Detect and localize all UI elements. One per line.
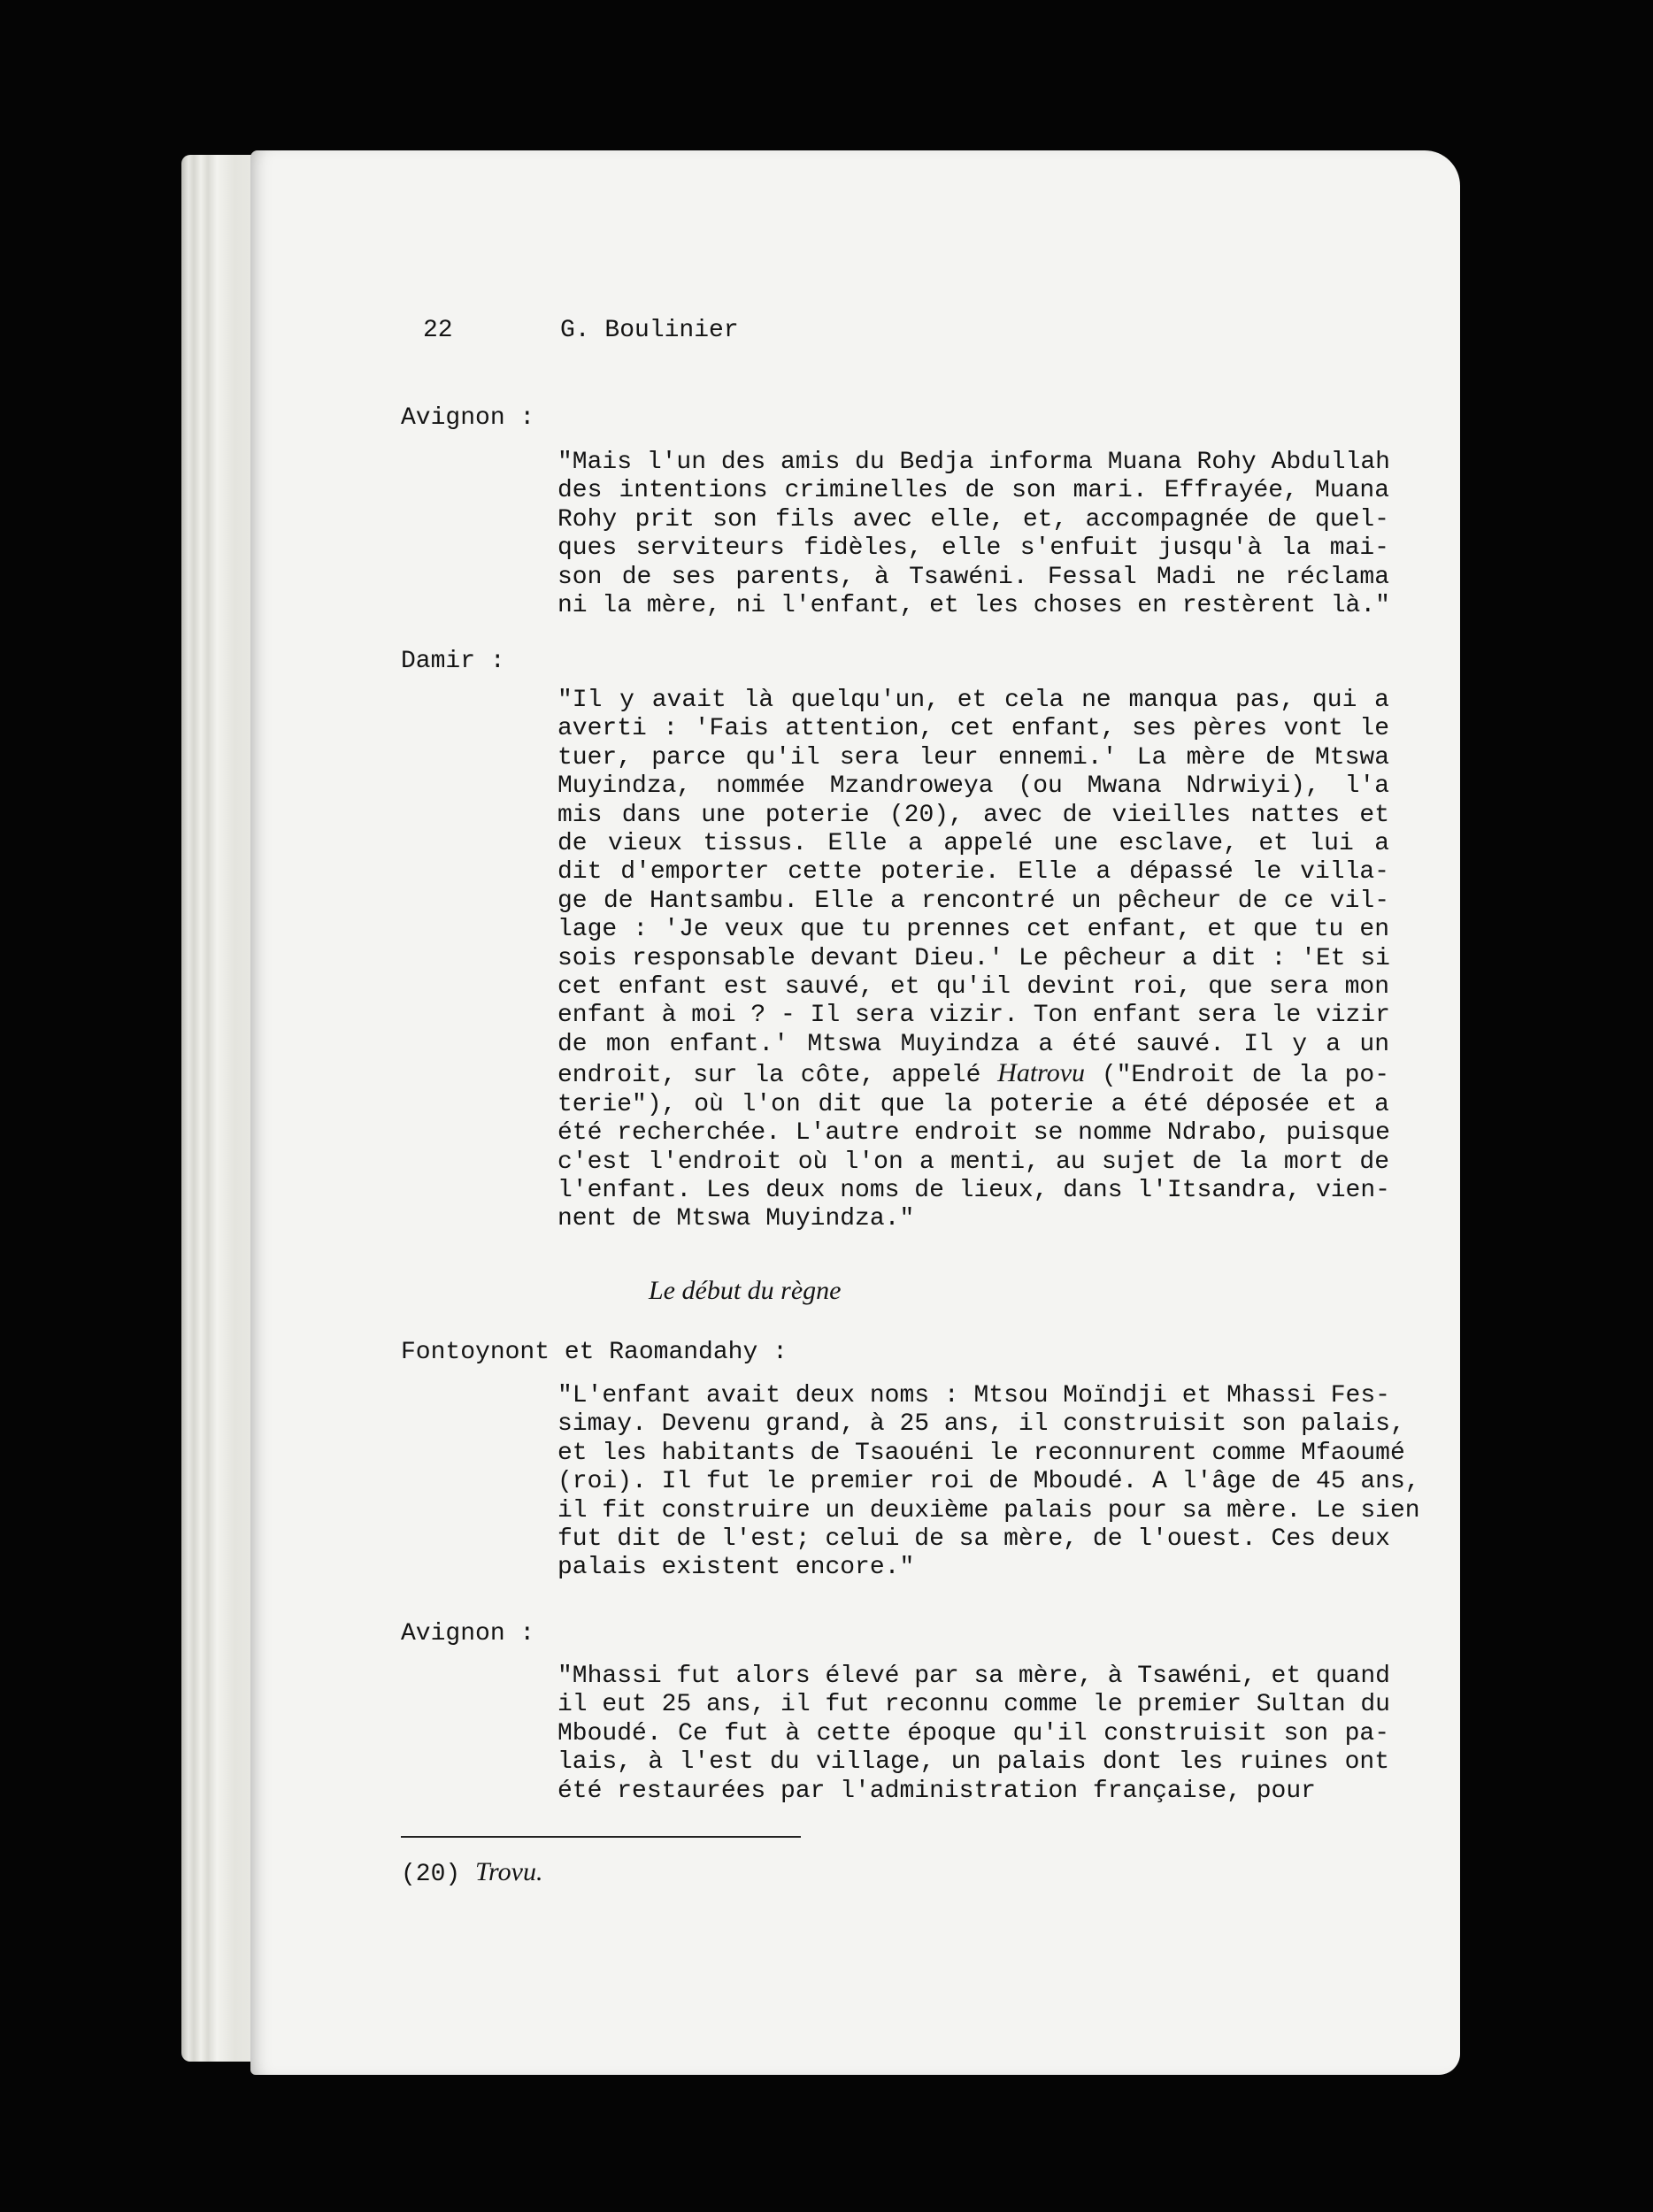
speaker-label: Avignon :	[401, 1620, 535, 1647]
quote-line: et les habitants de Tsaouéni le reconnurent comme Mfaoumé	[557, 1439, 1405, 1467]
quote-line: "Il y avait là quelqu'un, et cela ne manqua pas, qui a	[557, 687, 1389, 714]
speaker-label: Damir :	[401, 648, 505, 675]
quote-line: palais existent encore."	[557, 1554, 915, 1582]
section-heading: Le début du règne	[649, 1276, 842, 1305]
book-page	[250, 150, 1460, 2075]
quote-block	[557, 687, 1389, 1234]
quote-line: il fit construire un deuxième palais pour sa mère. Le sien	[557, 1496, 1420, 1525]
quote-line: dit d'emporter cette poterie. Elle a dépassé le villa-	[557, 858, 1389, 887]
footnote	[401, 1858, 542, 1889]
page-number: 22	[423, 317, 453, 344]
footnote-text: Trovu.	[475, 1857, 543, 1886]
quote-line: enfant à moi ? - Il sera vizir. Ton enfant sera le vizir	[557, 1002, 1390, 1030]
running-header-author: G. Boulinier	[560, 317, 739, 344]
quote-line: "Mais l'un des amis du Bedja informa Muana Rohy Abdullah	[557, 449, 1390, 476]
quote-line: tuer, parce qu'il sera leur ennemi.' La mère de Mtswa	[557, 743, 1389, 772]
quote-block	[557, 1663, 1389, 1806]
quote-line: fut dit de l'est; celui de sa mère, de l'ouest. Ces deux	[557, 1525, 1390, 1554]
quote-line: lage : 'Je veux que tu prennes cet enfant, et que tu en	[557, 916, 1389, 944]
quote-line: des intentions criminelles de son mari. Effrayée, Muana	[557, 477, 1389, 505]
footnote-number: (20)	[401, 1861, 461, 1888]
quote-line: son de ses parents, à Tsawéni. Fessal Madi ne réclama	[557, 563, 1389, 591]
quote-line: "Mhassi fut alors élevé par sa mère, à Tsawéni, et quand	[557, 1663, 1390, 1690]
quote-line: ques serviteurs fidèles, elle s'enfuit jusqu'à la mai-	[557, 534, 1389, 563]
quote-block	[557, 449, 1389, 620]
quote-line: ni la mère, ni l'enfant, et les choses en restèrent là."	[557, 592, 1390, 620]
quote-line: (roi). Il fut le premier roi de Mboudé. A l'âge de 45 ans,	[557, 1468, 1420, 1496]
quote-line: sois responsable devant Dieu.' Le pêcheur a dit : 'Et si	[557, 944, 1390, 972]
quote-line: lais, à l'est du village, un palais dont les ruines ont	[557, 1748, 1389, 1777]
quote-line: Mboudé. Ce fut à cette époque qu'il construisit son pa-	[557, 1719, 1389, 1747]
speaker-label: Fontoynont et Raomandahy :	[401, 1339, 788, 1366]
quote-line: il eut 25 ans, il fut reconnu comme le premier Sultan du	[557, 1691, 1390, 1719]
speaker-label: Avignon :	[401, 404, 535, 432]
quote-line: Rohy prit son fils avec elle, et, accompagnée de quel-	[557, 505, 1389, 534]
quote-line: l'enfant. Les deux noms de lieux, dans l'Itsandra, vien-	[557, 1176, 1390, 1204]
quote-line: "L'enfant avait deux noms : Mtsou Moïndji et Mhassi Fes-	[557, 1382, 1390, 1409]
quote-line: terie"), où l'on dit que la poterie a été déposée et a	[557, 1090, 1389, 1118]
quote-line: été recherchée. L'autre endroit se nomme Ndrabo, puisque	[557, 1119, 1390, 1148]
quote-block	[557, 1382, 1420, 1583]
quote-line: Muyindza, nommée Mzandroweya (ou Mwana Ndrwiyi), l'a	[557, 772, 1389, 801]
quote-line: c'est l'endroit où l'on a menti, au sujet de la mort de	[557, 1148, 1389, 1176]
quote-line: ge de Hantsambu. Elle a rencontré un pêcheur de ce vil-	[557, 887, 1389, 915]
quote-line: de mon enfant.' Mtswa Muyindza a été sauvé. Il y a un	[557, 1030, 1389, 1058]
footnote-rule	[401, 1836, 801, 1838]
place-name-italic: Hatrovu	[997, 1058, 1086, 1088]
quote-line: mis dans une poterie (20), avec de vieilles nattes et	[557, 801, 1389, 829]
quote-line: endroit, sur la côte, appelé Hatrovu ("Endroit de la po-	[557, 1058, 1389, 1090]
quote-line: été restaurées par l'administration française, pour	[557, 1777, 1316, 1805]
quote-line: averti : 'Fais attention, cet enfant, ses pères vont le	[557, 715, 1389, 743]
quote-line: simay. Devenu grand, à 25 ans, il construisit son palais,	[557, 1410, 1405, 1439]
quote-line: nent de Mtswa Muyindza."	[557, 1205, 915, 1233]
quote-line: de vieux tissus. Elle a appelé une esclave, et lui a	[557, 830, 1389, 858]
quote-line: cet enfant est sauvé, et qu'il devint roi, que sera mon	[557, 973, 1389, 1002]
